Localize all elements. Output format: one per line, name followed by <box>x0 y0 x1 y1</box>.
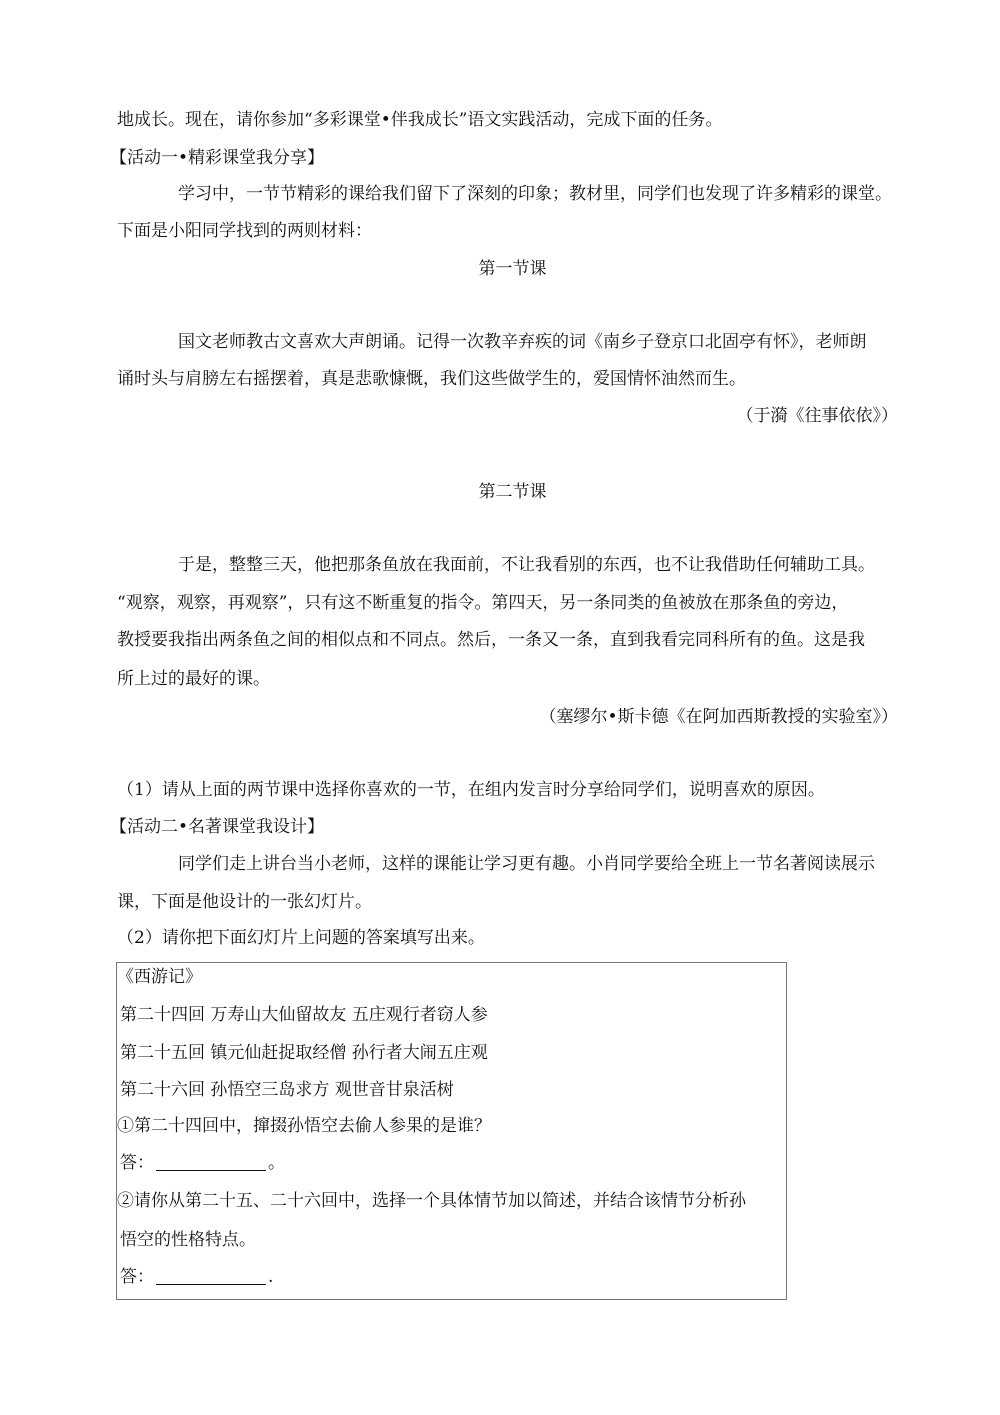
answer2-label: 答： <box>120 1267 154 1287</box>
slide-chapter-24: 第二十四回 万寿山大仙留故友 五庄观行者窃人参 <box>120 1005 488 1025</box>
activity2-paragraph-line2: 课，下面是他设计的一张幻灯片。 <box>117 892 372 912</box>
activity1-heading: 【活动一•精彩课堂我分享】 <box>110 148 325 168</box>
slide-answer1 <box>120 1151 285 1175</box>
lesson2-text-line4: 所上过的最好的课。 <box>117 669 270 689</box>
lesson1-text-line2: 诵时头与肩膀左右摇摆着，真是悲歌慷慨，我们这些做学生的，爱国情怀油然而生。 <box>117 369 746 389</box>
activity1-paragraph-line2: 下面是小阳同学找到的两则材料： <box>117 221 372 241</box>
lesson1-text-line1: 国文老师教古文喜欢大声朗诵。记得一次教辛弃疾的词《南乡子登京口北固亭有怀》，老师朗 <box>178 332 867 352</box>
slide-chapter-25: 第二十五回 镇元仙赶捉取经僧 孙行者大闹五庄观 <box>120 1043 488 1063</box>
slide-chapter-26: 第二十六回 孙悟空三岛求方 观世音甘泉活树 <box>120 1080 454 1100</box>
question2: （2）请你把下面幻灯片上问题的答案填写出来。 <box>117 928 485 948</box>
answer1-blank[interactable] <box>156 1152 266 1171</box>
lesson2-title: 第二节课 <box>478 482 547 502</box>
answer1-end: 。 <box>268 1153 285 1173</box>
lesson2-source: （塞缪尔•斯卡德《在阿加西斯教授的实验室》） <box>539 707 898 727</box>
lesson1-title: 第一节课 <box>478 259 547 279</box>
lesson2-text-line2: “观察，观察，再观察”，只有这不断重复的指令。第四天，另一条同类的鱼被放在那条鱼的旁边， <box>117 593 849 613</box>
slide-question2-line2: 悟空的性格特点。 <box>120 1230 256 1250</box>
activity1-paragraph-line1: 学习中，一节节精彩的课给我们留下了深刻的印象；教材里，同学们也发现了许多精彩的课堂。 <box>178 184 892 204</box>
activity2-heading: 【活动二•名著课堂我设计】 <box>110 817 325 837</box>
slide-question2-line1: ②请你从第二十五、二十六回中，选择一个具体情节加以简述，并结合该情节分析孙 <box>117 1191 746 1211</box>
answer2-end: . <box>268 1267 274 1287</box>
answer2-blank[interactable] <box>156 1266 266 1285</box>
activity2-paragraph-line1: 同学们走上讲台当小老师，这样的课能让学习更有趣。小肖同学要给全班上一节名著阅读展示 <box>178 854 875 874</box>
lesson1-source: （于漪《往事依依》） <box>736 406 898 426</box>
lesson2-text-line1: 于是，整整三天，他把那条鱼放在我面前，不让我看别的东西，也不让我借助任何辅助工具。 <box>178 555 875 575</box>
slide-answer2 <box>120 1265 273 1289</box>
intro-text: 地成长。现在，请你参加“多彩课堂•伴我成长”语文实践活动，完成下面的任务。 <box>117 110 723 130</box>
answer1-label: 答： <box>120 1153 154 1173</box>
lesson2-text-line3: 教授要我指出两条鱼之间的相似点和不同点。然后，一条又一条，直到我看完同科所有的鱼。这是我 <box>117 630 865 650</box>
slide-question1: ①第二十四回中，撺掇孙悟空去偷人参果的是谁？ <box>117 1116 491 1136</box>
slide-book-title: 《西游记》 <box>117 967 202 987</box>
question1: （1）请从上面的两节课中选择你喜欢的一节，在组内发言时分享给同学们，说明喜欢的原因。 <box>117 780 825 800</box>
